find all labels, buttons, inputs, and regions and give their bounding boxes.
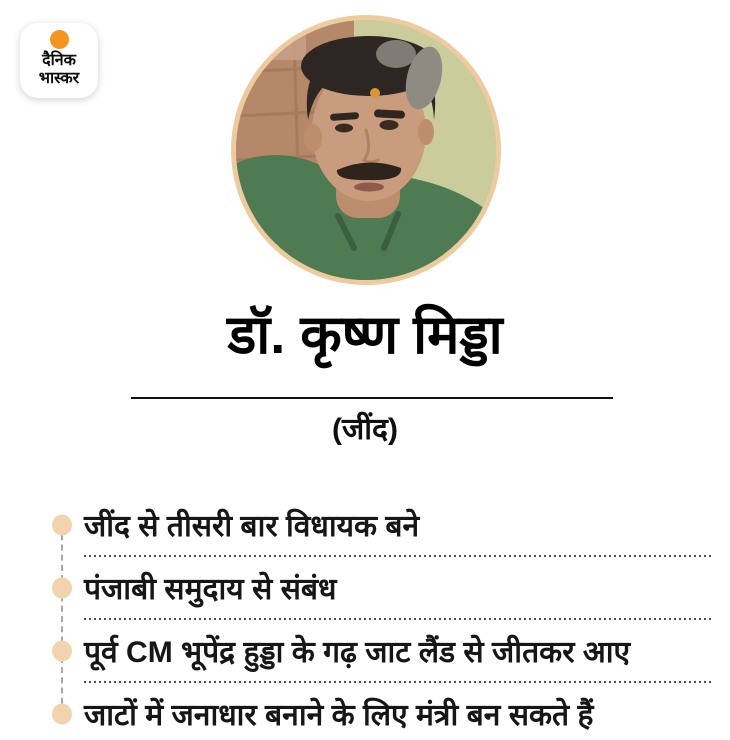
fact-text: जाटों में जनाधार बनाने के लिए मंत्री बन सकते हैं <box>84 699 594 732</box>
list-item <box>84 493 712 556</box>
logo-text-line2: भास्कर <box>38 69 80 87</box>
fact-text: जींद से तीसरी बार विधायक बने <box>84 510 420 543</box>
dainik-bhaskar-logo <box>20 23 98 98</box>
fact-text: पंजाबी समुदाय से संबंध <box>84 573 337 606</box>
bullet-dot-icon <box>52 703 72 724</box>
profile-photo-illustration <box>236 20 496 280</box>
sun-dot-icon <box>50 30 69 49</box>
logo-text-line1: दैनिक <box>42 52 76 69</box>
fact-text: पूर्व CM भूपेंद्र हुड्डा के गढ़ जाट लैंड से जीतकर आए <box>84 636 631 669</box>
timeline-connector <box>61 524 63 714</box>
title-divider <box>131 397 613 399</box>
profile-photo <box>231 15 501 285</box>
bullet-dot-icon <box>52 577 72 598</box>
list-item <box>84 682 712 740</box>
page-title: डॉ. कृष्ण मिड्डा <box>227 305 503 365</box>
bullet-dot-icon <box>52 640 72 661</box>
list-item <box>84 619 712 682</box>
bullet-dot-icon <box>52 514 72 535</box>
facts-list <box>84 493 712 740</box>
constituency-label: (जींद) <box>332 413 398 446</box>
list-item <box>84 556 712 619</box>
